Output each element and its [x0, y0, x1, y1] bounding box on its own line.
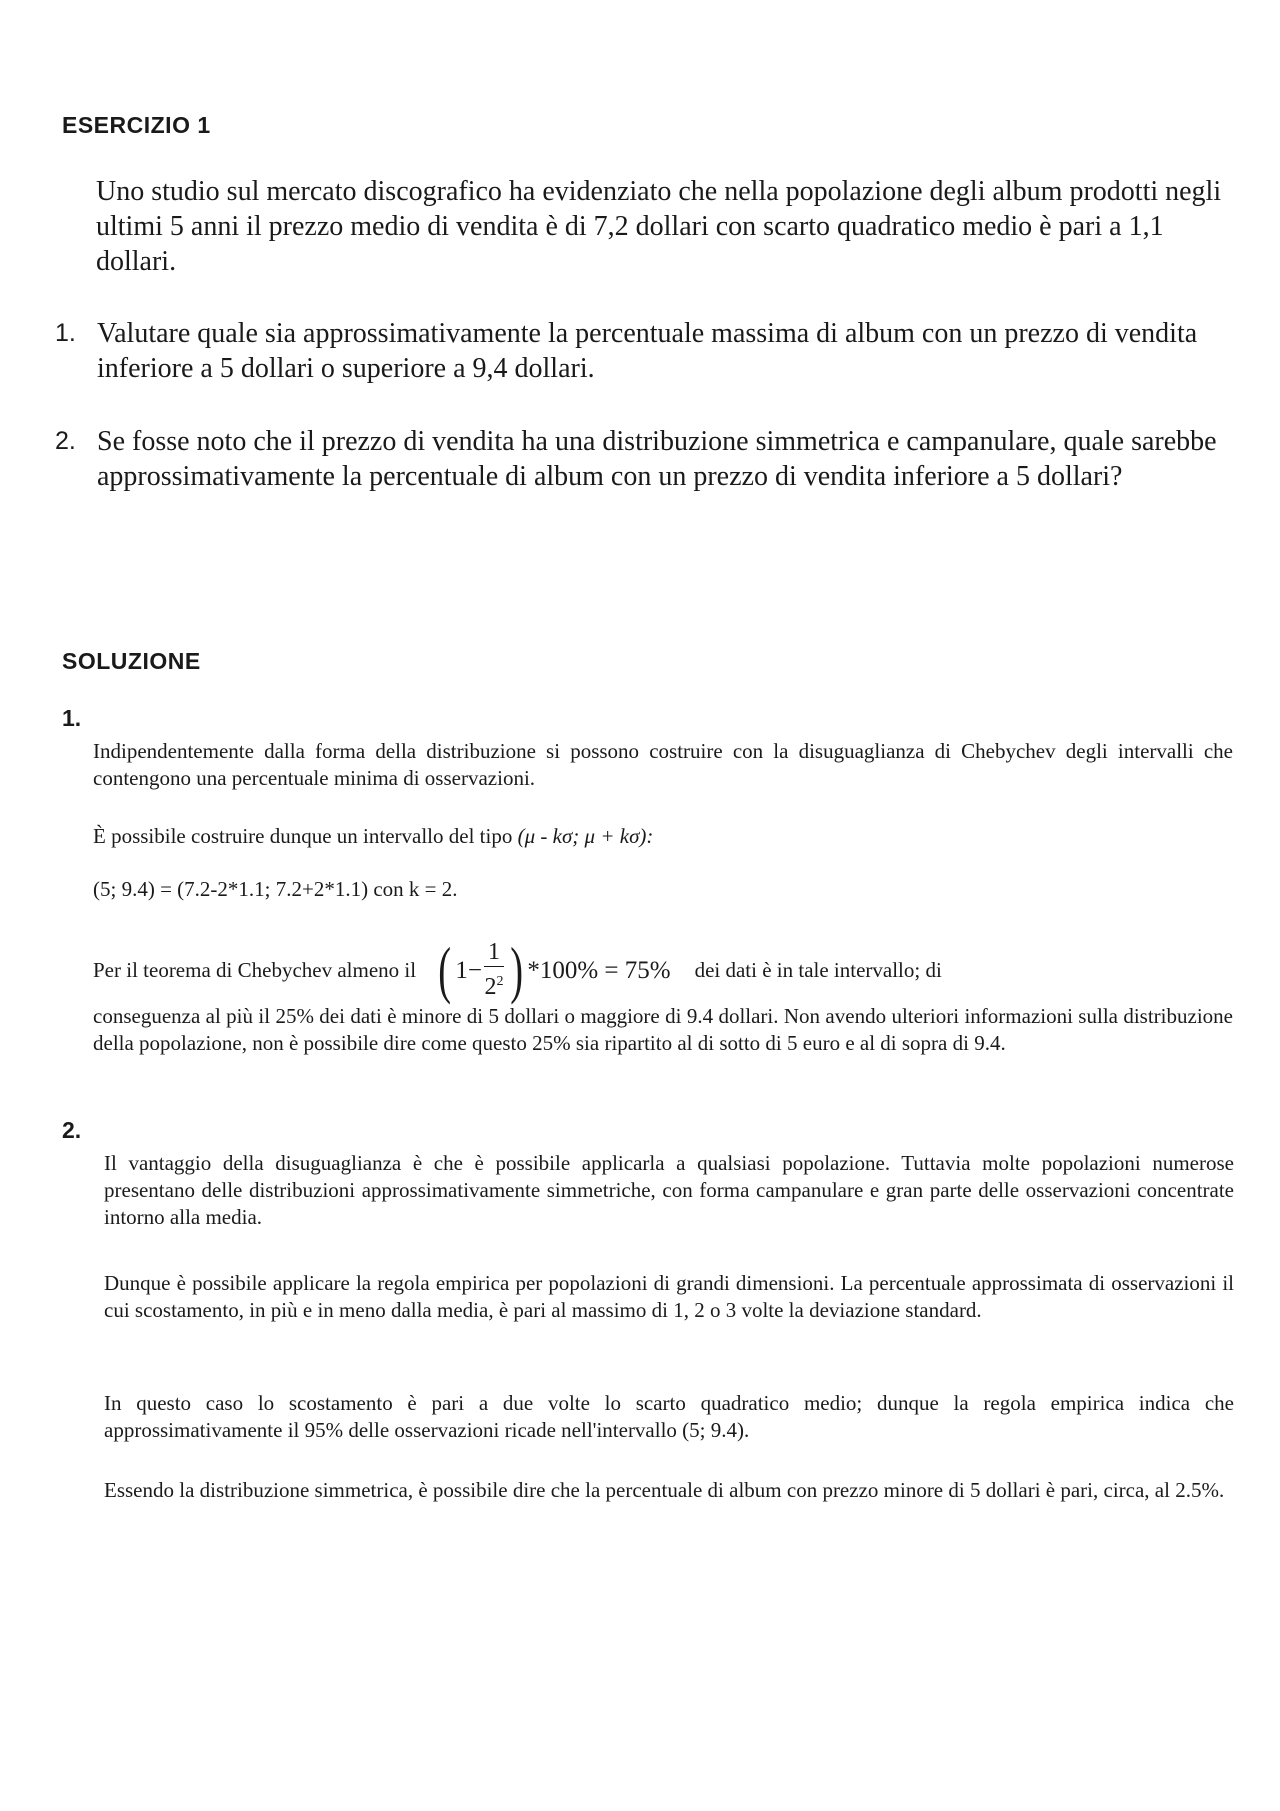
solution-2-paragraph-1: Il vantaggio della disuguaglianza è che è possibile applicarla a qualsiasi popolazione. Tuttavia molte popolazioni numerose presentano delle distribuzioni approssimativamente simmetriche, con forma campanulare e gran parte delle osservazioni concentrate intorno alla media. [104, 1151, 1234, 1229]
question-1 [55, 316, 1245, 386]
exercise-title: ESERCIZIO 1 [62, 112, 211, 138]
formula-trail-text: dei dati è in tale intervallo; di [694, 957, 942, 982]
interval-intro-text: È possibile costruire dunque un intervallo del tipo [93, 824, 518, 848]
left-paren: ( [438, 934, 452, 1005]
solution-2-paragraph-4: Essendo la distribuzione simmetrica, è possibile dire che la percentuale di album con prezzo minore di 5 dollari è pari, circa, al 2.5%. [104, 1478, 1225, 1502]
chebychev-formula-line [93, 930, 1233, 1010]
solution-1-paragraph-5: conseguenza al più il 25% dei dati è minore di 5 dollari o maggiore di 9.4 dollari. Non avendo ulteriori informazioni sulla distribuzione della popolazione, non è possibile dire come questo 25% sia ripartito al di sotto di 5 euro e al di sopra di 9.4. [93, 1004, 1233, 1055]
question-1-number: 1. [55, 319, 76, 347]
chebychev-formula [434, 934, 671, 1005]
solution-1-number: 1. [62, 705, 82, 731]
fraction-numerator: 1 [484, 938, 504, 967]
right-paren: ) [510, 934, 524, 1005]
question-2 [55, 424, 1245, 494]
exercise-intro: Uno studio sul mercato discografico ha evidenziato che nella popolazione degli album prodotti negli ultimi 5 anni il prezzo medio di vendita è di 7,2 dollari con scarto quadratico medio è pari a 1,1 dollari. [96, 176, 1222, 277]
formula-minus: − [467, 956, 482, 984]
formula-one: 1 [455, 956, 468, 984]
solution-title: SOLUZIONE [62, 648, 201, 674]
question-2-text: Se fosse noto che il prezzo di vendita ha una distribuzione simmetrica e campanulare, quale sarebbe approssimativamente la percentuale di album con un prezzo di vendita inferiore a 5 dollari? [97, 426, 1217, 492]
solution-2-number: 2. [62, 1117, 82, 1143]
formula-result: *100% = 75% [527, 956, 671, 984]
solution-2-paragraph-3: In questo caso lo scostamento è pari a due volte lo scarto quadratico medio; dunque la regola empirica indica che approssimativamente il 95% delle osservazioni ricade nell'intervallo (5; 9.4). [104, 1391, 1234, 1442]
fraction-denominator: $2^2$ [484, 974, 504, 1000]
fraction [484, 938, 504, 1002]
question-2-number: 2. [55, 427, 76, 455]
question-1-text: Valutare quale sia approssimativamente la percentuale massima di album con un prezzo di vendita inferiore a 5 dollari o superiore a 9,4 dollari. [97, 318, 1198, 384]
solution-1-paragraph-3: (5; 9.4) = (7.2-2*1.1; 7.2+2*1.1) con k = 2. [93, 877, 458, 901]
formula-lead-text: Per il teorema di Chebychev almeno il [93, 957, 417, 982]
solution-2-paragraph-2: Dunque è possibile applicare la regola empirica per popolazioni di grandi dimensioni. La percentuale approssimata di osservazioni il cui scostamento, in più e in meno dalla media, è pari al massimo di 1, 2 o 3 volte la deviazione standard. [104, 1271, 1234, 1322]
solution-1-paragraph-1: Indipendentemente dalla forma della distribuzione si possono costruire con la disuguaglianza di Chebychev degli intervalli che contengono una percentuale minima di osservazioni. [93, 739, 1233, 790]
solution-1-paragraph-2 [93, 823, 1233, 850]
interval-formula: (μ - kσ; μ + kσ): [517, 824, 654, 848]
